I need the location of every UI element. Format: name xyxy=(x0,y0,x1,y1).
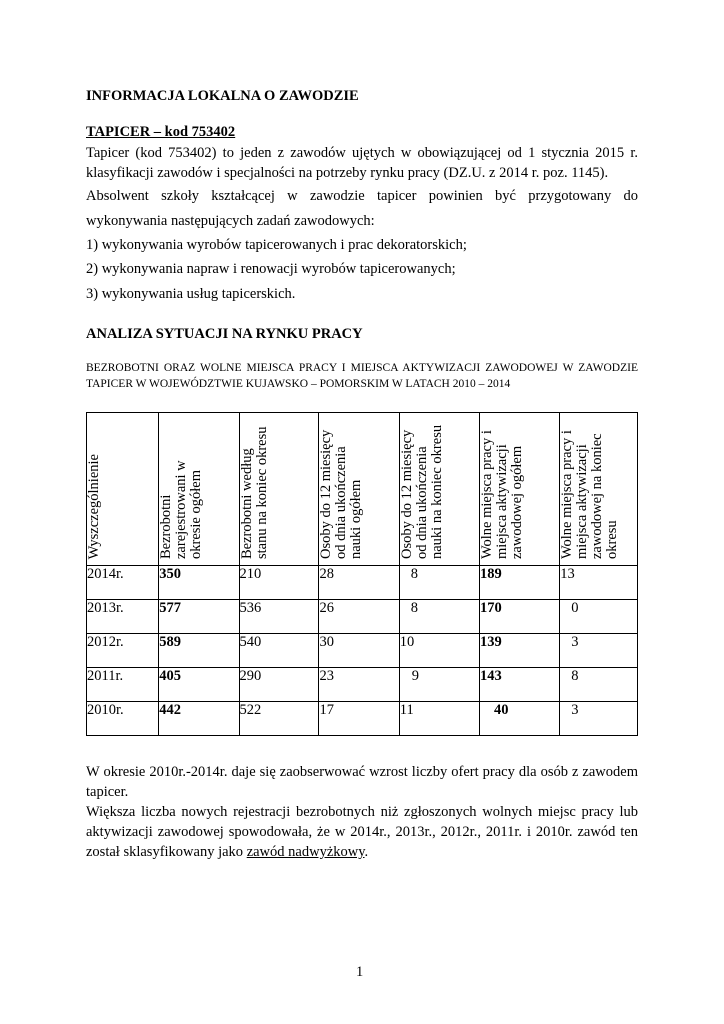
header-label: Wolne miejsca pracy i miejsca aktywizacji zawodowej na koniec okresu xyxy=(559,430,621,559)
header-label: Bezrobotni zarejestrowani w okresie ogółem xyxy=(158,460,205,559)
header-cell xyxy=(239,413,319,566)
table-cell: 442 xyxy=(159,702,239,736)
conclusion-paragraph-2 xyxy=(86,802,638,862)
year-cell: 2014r. xyxy=(87,566,159,600)
table-cell: 189 xyxy=(480,566,560,600)
intro-line-2: klasyfikacji zawodów i specjalności na potrzeby rynku pracy (DZ.U. z 2014 r. poz. 1145). xyxy=(86,165,609,181)
task-item: 1) wykonywania wyrobów tapicerowanych i prac dekoratorskich; xyxy=(86,237,467,253)
table-cell: 290 xyxy=(239,668,319,702)
header-cell xyxy=(159,413,239,566)
surplus-profession-term: zawód nadwyżkowy xyxy=(246,844,365,860)
table-cell: 26 xyxy=(319,600,399,634)
table-header-row xyxy=(87,413,638,566)
year-cell: 2011r. xyxy=(87,668,159,702)
document-title: INFORMACJA LOKALNA O ZAWODZIE xyxy=(86,88,359,104)
table-cell: 28 xyxy=(319,566,399,600)
header-label: Wyszczególnienie xyxy=(86,453,102,559)
year-cell: 2010r. xyxy=(87,702,159,736)
table-cell: 8 xyxy=(399,600,479,634)
table-cell: 170 xyxy=(480,600,560,634)
table-cell: 11 xyxy=(399,702,479,736)
table-cell: 3 xyxy=(560,702,638,736)
graduate-line-1: Absolwent szkoły kształcącej w zawodzie tapicer powinien być przygotowany do xyxy=(86,188,638,204)
intro-line-1: Tapicer (kod 753402) to jeden z zawodów ujętych w obowiązującej od 1 stycznia 2015 r. xyxy=(86,145,638,161)
table-cell: 405 xyxy=(159,668,239,702)
table-row xyxy=(87,668,638,702)
table-cell: 536 xyxy=(239,600,319,634)
table-cell: 9 xyxy=(399,668,479,702)
header-cell xyxy=(87,413,159,566)
table-row xyxy=(87,566,638,600)
table-cell: 589 xyxy=(159,634,239,668)
table-cell: 577 xyxy=(159,600,239,634)
table-cell: 8 xyxy=(399,566,479,600)
table-cell: 10 xyxy=(399,634,479,668)
table-row xyxy=(87,702,638,736)
table-cell: 40 xyxy=(480,702,560,736)
conclusion-text: Większa liczba nowych rejestracji bezrobotnych niż zgłoszonych wolnych miejsc pracy lub aktywizacji zawodowej spowodowała, że w 2014r., 2013r., 2012r., 2011r. i 2010r. zawód ten został sklasyfikowany jako xyxy=(86,804,638,860)
table-cell: 139 xyxy=(480,634,560,668)
table-row xyxy=(87,634,638,668)
header-cell xyxy=(399,413,479,566)
header-label: Bezrobotni według stanu na koniec okresu xyxy=(238,426,270,559)
graduate-line-2: wykonywania następujących zadań zawodowych: xyxy=(86,213,375,229)
header-cell xyxy=(319,413,399,566)
table-cell: 3 xyxy=(560,634,638,668)
table-cell: 23 xyxy=(319,668,399,702)
table-cell: 143 xyxy=(480,668,560,702)
page-number: 1 xyxy=(356,964,364,980)
table-caption: BEZROBOTNI ORAZ WOLNE MIEJSCA PRACY I MIEJSCA AKTYWIZACJI ZAWODOWEJ W ZAWODZIE TAPICER W WOJEWÓDZTWIE KUJAWSKO – POMORSKIM W LATACH 2010 – 2014 xyxy=(86,362,638,390)
header-cell xyxy=(480,413,560,566)
table-cell: 540 xyxy=(239,634,319,668)
conclusion-paragraph-1: W okresie 2010r.-2014r. daje się zaobserwować wzrost liczby ofert pracy dla osób z zawodem tapicer. xyxy=(86,764,638,800)
task-item: 2) wykonywania napraw i renowacji wyrobów tapicerowanych; xyxy=(86,261,456,277)
table-cell: 8 xyxy=(560,668,638,702)
table-cell: 17 xyxy=(319,702,399,736)
header-label: Osoby do 12 miesięcy od dnia ukończenia nauki ogółem xyxy=(318,429,365,559)
table-cell: 30 xyxy=(319,634,399,668)
table-row xyxy=(87,600,638,634)
header-cell xyxy=(560,413,638,566)
task-item: 3) wykonywania usług tapicerskich. xyxy=(86,286,296,302)
header-label: Osoby do 12 miesięcy od dnia ukończenia nauki na koniec okresu xyxy=(398,424,445,559)
table-cell: 522 xyxy=(239,702,319,736)
header-label: Wolne miejsca pracy i miejsca aktywizacji zawodowej ogółem xyxy=(479,430,526,559)
analysis-heading: ANALIZA SYTUACJI NA RYNKU PRACY xyxy=(86,326,363,342)
year-cell: 2013r. xyxy=(87,600,159,634)
table-cell: 13 xyxy=(560,566,638,600)
table-cell: 210 xyxy=(239,566,319,600)
table-cell: 350 xyxy=(159,566,239,600)
unemployment-table xyxy=(86,412,638,736)
conclusion-end: . xyxy=(364,844,369,860)
profession-heading: TAPICER – kod 753402 xyxy=(86,124,236,140)
year-cell: 2012r. xyxy=(87,634,159,668)
table-cell: 0 xyxy=(560,600,638,634)
